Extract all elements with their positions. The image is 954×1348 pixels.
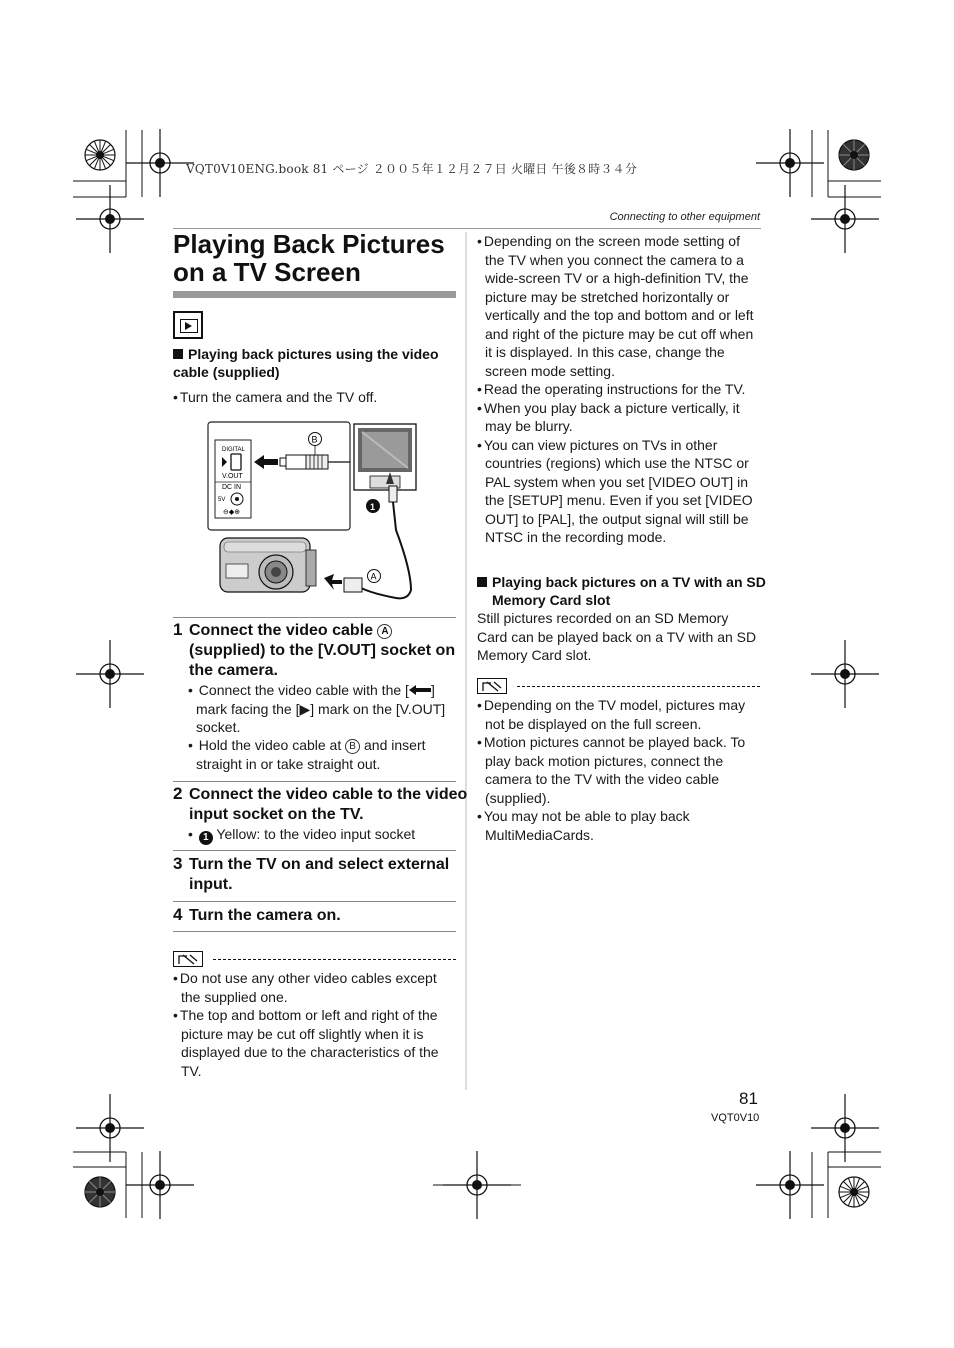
step-divider: [173, 931, 456, 932]
note-item: • Do not use any other video cables except the supplied one.: [173, 969, 457, 1006]
starburst-mark: [839, 1177, 869, 1207]
step-divider: [173, 617, 456, 618]
section-label: Connecting to other equipment: [609, 211, 760, 223]
step-1-bullet-1: [188, 681, 464, 737]
playback-mode-icon: [173, 311, 203, 339]
callout-a: A: [377, 624, 392, 639]
sd-card-paragraph: Still pictures recorded on an SD Memory Card can be played back on a TV with an SD Memory Card slot.: [477, 610, 757, 663]
label-1: 1: [370, 502, 376, 512]
page-title: [173, 230, 463, 286]
step-4: [173, 905, 472, 926]
step-1-number: 1: [173, 620, 183, 639]
step-2-number: 2: [173, 784, 183, 803]
note-icon: [477, 678, 507, 694]
crosshair-mark: [76, 640, 144, 708]
step-1-text-post: (supplied) to the [V.OUT] socket on the camera.: [189, 642, 456, 679]
section-heading-text: Playing back pictures using the video cable (supplied): [173, 346, 439, 380]
play-arrow-icon: ▶: [299, 700, 311, 717]
crosshair-mark: [126, 129, 194, 197]
cable-arrow-icon: [409, 681, 431, 700]
step-1-bullet-2: [188, 736, 464, 773]
bullet-text: ] mark facing the [: [196, 682, 435, 717]
page-number: 81: [739, 1089, 758, 1108]
note-header-left: [173, 951, 456, 967]
bullet-item: • You can view pictures on TVs in other countries (regions) which use the NTSC or PAL system when you set [VIDEO OUT] in the [SETUP] menu. Even if you set [VIDEO OUT] to [PAL], the output signal will still be NTSC in the recording mode.: [477, 436, 763, 547]
step-divider: [173, 781, 456, 782]
note-item: • Depending on the TV model, pictures may not be displayed on the full screen.: [477, 696, 763, 733]
notes-list-right: [477, 696, 763, 844]
vout-label: V.OUT: [222, 473, 243, 480]
note-icon: [173, 951, 203, 967]
crosshair-mark: [76, 185, 144, 253]
step-3-number: 3: [173, 854, 183, 873]
crosshair-mark: [756, 129, 824, 197]
bullets-right: [477, 232, 763, 547]
step-2-text: Connect the video cable to the video input socket on the TV.: [189, 786, 468, 823]
page-title-line1: Playing Back Pictures: [173, 229, 445, 259]
svg-text:⊖◆⊕: ⊖◆⊕: [223, 508, 241, 516]
notes-list-left: [173, 969, 457, 1080]
crosshair-mark: [126, 1151, 194, 1219]
step-divider: [173, 901, 456, 902]
step-4-text: Turn the camera on.: [189, 907, 341, 924]
section-heading-video-cable: [173, 345, 457, 381]
5v-label: 5V: [218, 497, 226, 503]
step-3: [173, 854, 472, 895]
step-divider: [173, 850, 456, 851]
label-a: A: [370, 571, 377, 582]
note-dashed-line: [517, 686, 760, 687]
crosshair-mark: [811, 185, 879, 253]
model-code: VQT0V10: [711, 1112, 760, 1124]
step-1-text-pre: Connect the video cable: [189, 622, 378, 639]
intro-bullet: • Turn the camera and the TV off.: [173, 388, 465, 407]
crosshair-mark: [756, 1151, 824, 1219]
step-4-number: 4: [173, 905, 183, 924]
starburst-mark: [85, 140, 115, 170]
title-underline-bar: [173, 291, 456, 298]
bullet-item: • When you play back a picture vertically, it may be blurry.: [477, 399, 763, 436]
note-item: • Motion pictures cannot be played back. To play back motion pictures, connect the camera to the TV with the video cable (supplied).: [477, 733, 763, 807]
starburst-mark: [839, 140, 869, 170]
label-b: B: [311, 434, 318, 445]
bullet-text: Hold the video cable at: [198, 737, 346, 753]
section-heading-sd-card: [477, 573, 776, 609]
note-item: • You may not be able to play back MultiMediaCards.: [477, 807, 763, 844]
step-1: [173, 620, 472, 681]
bullet-text: Yellow: to the video input socket: [212, 826, 416, 842]
page-title-line2: on a TV Screen: [173, 257, 361, 287]
dcin-label: DC IN: [222, 484, 242, 491]
bullet-item: • Depending on the screen mode setting of the TV when you connect the camera to a wide-screen TV or a high-definition TV, the picture may be stretched horizontally or vertically and the top and bottom and or left and right of the picture may be cut off when it is displayed. In this case, change the screen mode setting.: [477, 232, 763, 380]
bullet-text: Connect the video cable with the [: [198, 682, 409, 698]
starburst-mark: [85, 1177, 115, 1207]
note-dashed-line: [213, 959, 456, 960]
note-header-right: [477, 678, 760, 694]
bullet-text: ] mark on the [V.OUT] socket.: [196, 700, 446, 735]
note-item: • The top and bottom or left and right of the picture may be cut off slightly when it is displayed due to the characteristics of the TV.: [173, 1006, 457, 1080]
section-heading-text: Playing back pictures on a TV with an SD Memory Card slot: [492, 574, 766, 608]
bullet-item: • Read the operating instructions for the TV.: [477, 380, 763, 399]
step-2-bullet: [188, 825, 464, 845]
callout-b: B: [345, 739, 360, 754]
step-2: [173, 784, 472, 825]
step-3-text: Turn the TV on and select external input.: [189, 856, 450, 893]
file-header: VQT0V10ENG.book 81 ページ ２００５年１２月２７日 火曜日 午後８時３４分: [186, 162, 638, 176]
crosshair-mark: [811, 640, 879, 708]
connection-illustration: [206, 420, 422, 608]
callout-1: 1: [199, 831, 213, 845]
digital-label: DIGITAL: [222, 447, 245, 453]
bullet-text: and insert straight in or take straight out.: [196, 737, 426, 772]
